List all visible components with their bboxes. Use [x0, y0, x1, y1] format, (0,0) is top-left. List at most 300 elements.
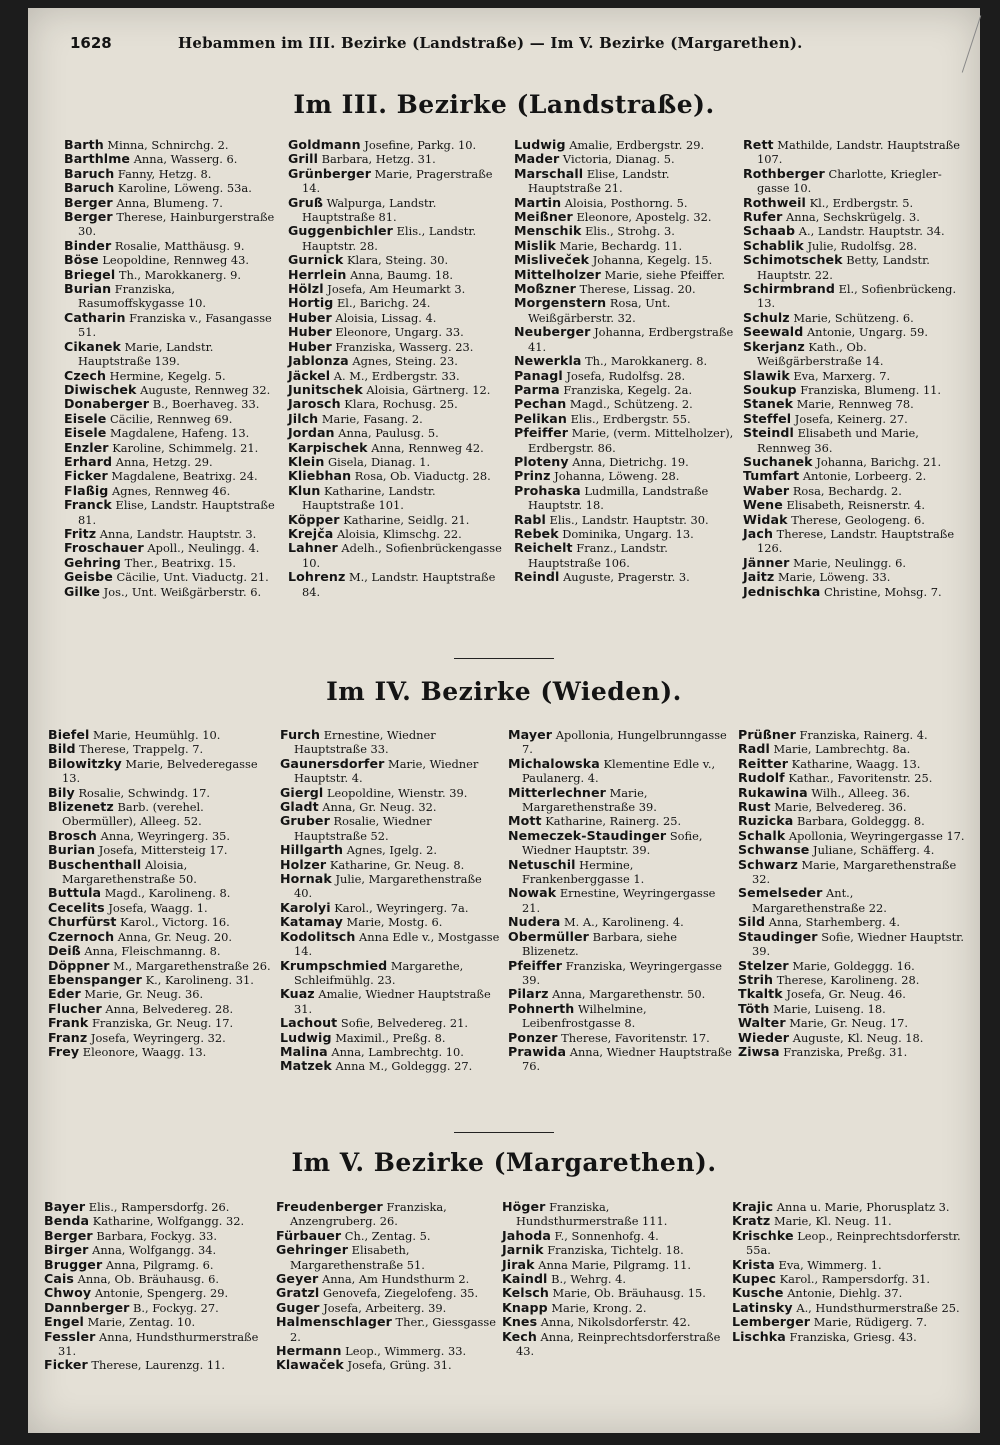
- directory-entry: [48, 728, 274, 742]
- entry-surname: Rebek: [514, 525, 559, 541]
- directory-entry: [738, 930, 966, 959]
- entry-surname: Lohrenz: [288, 569, 346, 585]
- directory-entry: [743, 469, 965, 483]
- entry-details: Elisabeth und Marie, Rennweg 36.: [757, 426, 919, 455]
- directory-entry: [514, 268, 734, 282]
- directory-entry: [508, 1031, 732, 1045]
- entry-details: Karoline, Schimmelg. 21.: [108, 440, 259, 455]
- entry-details: Marie, Goldeggg. 16.: [788, 958, 915, 973]
- entry-details: Therese, Trappelg. 7.: [75, 742, 204, 757]
- entry-details: Marie, Zentag. 10.: [83, 1315, 196, 1330]
- entry-details: A. M., Erdbergstr. 33.: [330, 368, 460, 383]
- entry-details: Marie, Wiedner Hauptstr. 4.: [294, 756, 479, 786]
- entry-surname: Gehringer: [276, 1242, 349, 1258]
- directory-entry: [743, 455, 965, 469]
- directory-entry: [288, 354, 506, 368]
- entry-surname: Brugger: [44, 1256, 103, 1272]
- entry-surname: Franz: [48, 1029, 88, 1045]
- directory-entry: [743, 484, 965, 498]
- entry-surname: Mitterlechner: [508, 784, 606, 800]
- directory-entry: [64, 585, 280, 599]
- entry-surname: Krajic: [732, 1199, 774, 1214]
- entry-details: M. A., Karolineng. 4.: [560, 915, 684, 930]
- entry-surname: Gratzl: [276, 1285, 320, 1301]
- directory-entry: [288, 167, 506, 196]
- running-header: [58, 36, 958, 58]
- entry-surname: Rett: [743, 137, 774, 152]
- entry-details: Anna, Baumg. 18.: [346, 267, 453, 282]
- entry-surname: Semelseder: [738, 885, 823, 901]
- directory-entry: [280, 728, 502, 757]
- directory-entry: [48, 915, 274, 929]
- entry-details: Eleonore, Waagg. 13.: [79, 1044, 207, 1059]
- directory-entry: [514, 253, 734, 267]
- entry-surname: Misliveček: [514, 252, 590, 268]
- entry-details: Therese, Karolineng. 28.: [773, 972, 920, 987]
- entry-surname: Kupec: [732, 1271, 777, 1287]
- entry-details: Elis., Strohg. 3.: [581, 224, 675, 239]
- entry-surname: Jednischka: [743, 583, 821, 599]
- entry-details: Minna, Schnirchg. 2.: [103, 138, 229, 152]
- entry-details: Anna, Weyringerg. 35.: [97, 828, 231, 843]
- directory-entry: [64, 282, 280, 311]
- entry-surname: Marschall: [514, 165, 584, 181]
- entry-surname: Brosch: [48, 827, 97, 843]
- entry-details: Marie, Landstr. Hauptstraße 139.: [78, 339, 214, 369]
- entry-surname: Enzler: [64, 439, 109, 455]
- entry-details: El., Sofienbrückeng. 13.: [757, 282, 957, 311]
- directory-entry: [514, 570, 734, 584]
- entry-details: Anna, Hetzg. 29.: [112, 454, 213, 469]
- entry-details: Marie, Kl. Neug. 11.: [770, 1214, 892, 1229]
- directory-entry: [732, 1272, 966, 1286]
- directory-entry: [502, 1272, 728, 1286]
- entry-surname: Kaindl: [502, 1271, 548, 1287]
- directory-entry: [502, 1200, 728, 1229]
- entry-details: Anna Marie, Pilgramg. 11.: [534, 1257, 691, 1272]
- directory-entry: [48, 742, 274, 756]
- entry-surname: Dannberger: [44, 1299, 130, 1315]
- directory-entry: [732, 1229, 966, 1258]
- entry-surname: Menschik: [514, 223, 582, 239]
- directory-entry: [64, 253, 280, 267]
- entry-surname: Ponzer: [508, 1029, 558, 1045]
- entry-surname: Gilke: [64, 583, 101, 599]
- entry-details: B., Boerhaveg. 33.: [149, 397, 260, 412]
- entry-details: Anna, Fleischmanng. 8.: [80, 944, 221, 959]
- entry-surname: Rothberger: [743, 165, 825, 181]
- entry-details: Franziska, Kegelg. 2a.: [559, 382, 693, 397]
- entry-details: Franz., Landstr. Hauptstraße 106.: [528, 541, 668, 570]
- directory-entry: [743, 397, 965, 411]
- directory-entry: [288, 541, 506, 570]
- entry-surname: Huber: [288, 309, 332, 325]
- entry-details: Josefa, Weyringerg. 32.: [87, 1030, 226, 1045]
- directory-entry: [44, 1315, 272, 1329]
- directory-entry: [508, 886, 732, 915]
- entry-details: Ernestine, Weyringergasse 21.: [522, 886, 716, 915]
- entry-surname: Prohaska: [514, 482, 581, 498]
- directory-entry: [743, 412, 965, 426]
- entry-details: Eleonore, Ungarg. 33.: [331, 325, 464, 340]
- entry-details: Anna, Dietrichg. 19.: [568, 454, 689, 469]
- directory-entry: [508, 786, 732, 815]
- entry-surname: Mader: [514, 151, 560, 167]
- directory-entry: [276, 1315, 498, 1344]
- entry-surname: Mott: [508, 813, 542, 829]
- entry-surname: Giergl: [280, 784, 324, 800]
- entry-details: Apollonia, Hungelbrunngasse 7.: [522, 728, 727, 757]
- entry-surname: Geyer: [276, 1271, 319, 1287]
- entry-surname: Reindl: [514, 569, 560, 585]
- section-iv-column-2: [280, 728, 502, 1074]
- directory-entry: [732, 1330, 966, 1344]
- directory-entry: [288, 296, 506, 310]
- directory-entry: [280, 915, 502, 929]
- directory-entry: [48, 973, 274, 987]
- entry-surname: Ludwig: [280, 1029, 332, 1045]
- directory-entry: [288, 527, 506, 541]
- directory-entry: [288, 513, 506, 527]
- entry-surname: Rothweil: [743, 194, 806, 210]
- entry-surname: Fessler: [44, 1328, 96, 1344]
- entry-surname: Obermüller: [508, 928, 589, 944]
- entry-details: Marie, Schützeng. 6.: [789, 310, 914, 325]
- entry-surname: Schulz: [743, 309, 790, 325]
- directory-entry: [276, 1344, 498, 1358]
- entry-details: Josefa, Am Heumarkt 3.: [323, 282, 466, 297]
- entry-surname: Gehring: [64, 554, 122, 570]
- directory-entry: [508, 959, 732, 988]
- entry-details: Victoria, Dianag. 5.: [559, 152, 675, 167]
- entry-surname: Strih: [738, 971, 774, 987]
- directory-entry: [738, 1031, 966, 1045]
- entry-surname: Gladt: [280, 799, 319, 815]
- entry-details: Ant., Margarethenstraße 22.: [752, 886, 887, 915]
- entry-surname: Widak: [743, 511, 788, 527]
- entry-details: Cäcilie, Unt. Viaductg. 21.: [112, 570, 269, 585]
- directory-entry: [514, 513, 734, 527]
- entry-surname: Fritz: [64, 525, 97, 541]
- entry-surname: Eisele: [64, 410, 107, 426]
- directory-entry: [280, 1059, 502, 1073]
- entry-surname: Czernoch: [48, 928, 115, 944]
- directory-entry: [732, 1200, 966, 1214]
- entry-surname: Ludwig: [514, 137, 566, 152]
- entry-details: Anna, Pilgramg. 6.: [102, 1257, 214, 1272]
- directory-entry: [276, 1301, 498, 1315]
- entry-surname: Barthlme: [64, 151, 131, 167]
- entry-details: Marie, Gr. Neug. 17.: [785, 1016, 909, 1031]
- entry-surname: Binder: [64, 237, 112, 253]
- entry-surname: Gruß: [288, 194, 323, 210]
- entry-details: Anna, Gr. Neug. 32.: [318, 800, 437, 815]
- directory-entry: [64, 311, 280, 340]
- entry-details: Franziska v., Fasangasse 51.: [78, 310, 272, 340]
- directory-entry: [738, 973, 966, 987]
- entry-surname: Goldmann: [288, 137, 361, 152]
- entry-surname: Meißner: [514, 209, 573, 225]
- entry-details: Barbara, Hetzg. 31.: [318, 152, 436, 167]
- entry-details: Magdalene, Hafeng. 13.: [106, 426, 250, 441]
- entry-details: Auguste, Kl. Neug. 18.: [789, 1030, 924, 1045]
- entry-details: Anna, Belvedereg. 28.: [101, 1001, 234, 1016]
- entry-details: A., Landstr. Hauptstr. 34.: [795, 224, 945, 239]
- directory-entry: [276, 1243, 498, 1272]
- entry-surname: Neuberger: [514, 324, 591, 340]
- entry-details: Barb. (verehel. Obermüller), Alleeg. 52.: [62, 800, 204, 829]
- entry-details: El., Barichg. 24.: [333, 296, 431, 311]
- entry-details: Ther., Giessgasse 2.: [290, 1315, 496, 1344]
- entry-details: Marie, Belvederegasse 13.: [62, 756, 258, 786]
- entry-surname: Ziwsa: [738, 1043, 780, 1059]
- directory-entry: [48, 786, 274, 800]
- entry-details: Barbara, Goldeggg. 8.: [793, 814, 925, 829]
- entry-details: Aloisia, Klimschg. 22.: [333, 526, 462, 541]
- directory-entry: [288, 469, 506, 483]
- entry-details: Franziska, Blumeng. 11.: [796, 382, 942, 397]
- entry-surname: Huber: [288, 324, 332, 340]
- entry-surname: Flaßig: [64, 482, 109, 498]
- entry-details: Leopoldine, Rennweg 43.: [98, 253, 250, 268]
- entry-surname: Kusche: [732, 1285, 784, 1301]
- directory-entry: [743, 239, 965, 253]
- directory-entry: [48, 930, 274, 944]
- entry-details: Marie, Fasang. 2.: [318, 411, 423, 426]
- entry-surname: Guger: [276, 1299, 320, 1315]
- entry-details: Aloisia, Gärtnerg. 12.: [362, 382, 491, 397]
- entry-surname: Mittelholzer: [514, 266, 601, 282]
- directory-entry: [288, 253, 506, 267]
- entry-surname: Hillgarth: [280, 842, 344, 858]
- directory-entry: [48, 944, 274, 958]
- entry-surname: Panagl: [514, 367, 563, 383]
- directory-entry: [508, 1045, 732, 1074]
- directory-entry: [288, 369, 506, 383]
- entry-surname: Matzek: [280, 1058, 332, 1074]
- entry-details: Anna, Wolfgangg. 34.: [88, 1243, 217, 1258]
- directory-entry: [64, 181, 280, 195]
- directory-entry: [288, 282, 506, 296]
- directory-entry: [48, 1016, 274, 1030]
- directory-entry: [280, 814, 502, 843]
- entry-details: Anna, Gr. Neug. 20.: [114, 929, 232, 944]
- directory-entry: [64, 210, 280, 239]
- entry-details: Josefine, Parkg. 10.: [360, 138, 477, 152]
- entry-surname: Newerkla: [514, 353, 582, 369]
- directory-entry: [288, 340, 506, 354]
- entry-details: Elise, Landstr. Hauptstraße 21.: [528, 166, 670, 196]
- entry-surname: Kliebhan: [288, 468, 352, 484]
- directory-entry: [48, 858, 274, 887]
- entry-surname: Halmenschlager: [276, 1314, 392, 1330]
- entry-details: Agnes, Igelg. 2.: [343, 843, 437, 858]
- directory-entry: [280, 872, 502, 901]
- entry-details: Katharine, Landstr. Hauptstraße 101.: [302, 483, 436, 513]
- directory-entry: [44, 1258, 272, 1272]
- entry-details: Eva, Wimmerg. 1.: [774, 1257, 882, 1272]
- entry-details: Anna, Lambrechtg. 10.: [327, 1044, 464, 1059]
- entry-details: Adelh., Sofienbrückengasse 10.: [302, 541, 502, 570]
- entry-details: Maximil., Preßg. 8.: [331, 1030, 446, 1045]
- directory-entry: [288, 383, 506, 397]
- entry-surname: Pilarz: [508, 986, 549, 1002]
- entry-details: Marie, (verm. Mittelholzer), Erdbergstr. 86.: [528, 426, 734, 455]
- entry-details: Franziska, Wasserg. 23.: [331, 339, 474, 354]
- entry-surname: Pfeiffer: [514, 425, 569, 441]
- entry-surname: Ploteny: [514, 453, 569, 469]
- directory-entry: [48, 800, 274, 829]
- entry-surname: Walter: [738, 1015, 786, 1031]
- entry-surname: Wieder: [738, 1029, 790, 1045]
- directory-entry: [514, 369, 734, 383]
- entry-surname: Rust: [738, 799, 771, 815]
- entry-details: Anna Edle v., Mostgasse 14.: [294, 929, 500, 959]
- entry-details: Franziska, Hundsthurmerstraße 111.: [516, 1200, 668, 1229]
- entry-surname: Höger: [502, 1199, 546, 1214]
- directory-entry: [64, 138, 280, 152]
- entry-surname: Gurnick: [288, 252, 344, 268]
- entry-surname: Parma: [514, 381, 560, 397]
- directory-entry: [743, 253, 965, 282]
- entry-details: Elise, Landstr. Hauptstraße 81.: [78, 498, 275, 527]
- entry-surname: Schaab: [743, 223, 796, 239]
- entry-details: Amalie, Wiedner Hauptstraße 31.: [294, 987, 491, 1016]
- directory-entry: [514, 455, 734, 469]
- entry-details: Margarethe, Schleifmühlg. 23.: [294, 958, 464, 987]
- entry-details: Ther., Beatrixg. 15.: [121, 555, 237, 570]
- entry-surname: Schirmbrand: [743, 281, 835, 297]
- entry-details: Katharine, Waagg. 13.: [788, 756, 921, 771]
- directory-entry: [502, 1229, 728, 1243]
- entry-surname: Bayer: [44, 1199, 86, 1214]
- directory-page: [28, 8, 980, 1433]
- directory-entry: [44, 1330, 272, 1359]
- entry-surname: Bild: [48, 741, 76, 757]
- entry-details: Katharine, Seidlg. 21.: [339, 512, 470, 527]
- entry-details: Ernestine, Wiedner Hauptstraße 33.: [294, 728, 436, 757]
- entry-surname: Freudenberger: [276, 1199, 383, 1214]
- entry-details: Marie, Löweng. 33.: [774, 570, 891, 585]
- directory-entry: [280, 1016, 502, 1030]
- directory-entry: [44, 1272, 272, 1286]
- section-v-column-4: [732, 1200, 966, 1344]
- entry-surname: Bilowitzky: [48, 755, 122, 771]
- entry-details: Anna, Wiedner Hauptstraße 76.: [522, 1044, 732, 1074]
- directory-entry: [64, 152, 280, 166]
- entry-surname: Engel: [44, 1314, 84, 1330]
- section-rule-2: [454, 1132, 554, 1133]
- entry-details: Antonie, Spengerg. 29.: [91, 1286, 229, 1301]
- directory-entry: [280, 930, 502, 959]
- entry-details: Anna, Landstr. Hauptstr. 3.: [96, 526, 257, 541]
- entry-surname: Stelzer: [738, 957, 789, 973]
- entry-surname: Blizenetz: [48, 799, 114, 815]
- directory-entry: [738, 757, 966, 771]
- section-heading-v: Im V. Bezirke (Margarethen).: [291, 1148, 717, 1177]
- entry-details: Walpurga, Landstr. Hauptstraße 81.: [302, 195, 437, 225]
- entry-surname: Berger: [64, 209, 113, 225]
- entry-surname: Rufer: [743, 209, 783, 225]
- entry-surname: Frey: [48, 1043, 80, 1059]
- entry-details: Franziska, Anzengruberg. 26.: [290, 1200, 447, 1229]
- entry-details: Franziska, Preßg. 31.: [779, 1044, 908, 1059]
- entry-details: Marie, Luiseng. 18.: [769, 1001, 886, 1016]
- section-iii-column-4: [743, 138, 965, 599]
- entry-surname: Jarnik: [502, 1242, 544, 1258]
- running-title: Hebammen im III. Bezirke (Landstraße) — Im V. Bezirke (Margarethen).: [178, 34, 803, 52]
- entry-surname: Knes: [502, 1314, 538, 1330]
- entry-surname: Seewald: [743, 324, 804, 340]
- entry-surname: Schalk: [738, 827, 786, 843]
- entry-details: Ch., Zentag. 5.: [341, 1228, 431, 1243]
- entry-surname: Suchanek: [743, 453, 813, 469]
- directory-entry: [514, 397, 734, 411]
- entry-details: Rosa, Bechardg. 2.: [789, 483, 902, 498]
- directory-entry: [738, 771, 966, 785]
- directory-entry: [738, 786, 966, 800]
- directory-entry: [280, 1031, 502, 1045]
- entry-details: Marie, Margarethenstraße 39.: [522, 785, 657, 815]
- entry-surname: Töth: [738, 1000, 770, 1016]
- directory-entry: [514, 412, 734, 426]
- directory-entry: [743, 426, 965, 455]
- entry-details: Charlotte, Kriegler-gasse 10.: [757, 166, 942, 196]
- entry-details: Marie, Margarethenstraße 32.: [752, 857, 957, 887]
- directory-entry: [743, 369, 965, 383]
- entry-details: Eva, Marxerg. 7.: [789, 368, 891, 383]
- directory-entry: [743, 383, 965, 397]
- entry-details: Marie, Gr. Neug. 36.: [80, 987, 204, 1002]
- entry-details: Klara, Steing. 30.: [343, 253, 449, 268]
- directory-entry: [44, 1214, 272, 1228]
- directory-entry: [508, 1002, 732, 1031]
- entry-details: Marie, Neulingg. 6.: [789, 555, 906, 570]
- entry-details: Katharine, Rainerg. 25.: [541, 814, 682, 829]
- entry-details: Christine, Mohsg. 7.: [820, 584, 942, 599]
- entry-details: B., Fockyg. 27.: [129, 1300, 219, 1315]
- entry-surname: Frank: [48, 1015, 89, 1031]
- entry-details: Apoll., Neulingg. 4.: [143, 541, 260, 556]
- entry-details: Anna, Ob. Bräuhausg. 6.: [73, 1272, 220, 1287]
- entry-surname: Ebenspanger: [48, 971, 142, 987]
- entry-surname: Jahoda: [502, 1227, 551, 1243]
- entry-surname: Schablik: [743, 237, 804, 253]
- entry-surname: Krista: [732, 1256, 775, 1272]
- entry-details: Therese, Lissag. 20.: [576, 282, 696, 297]
- entry-details: Wilhelmine, Leibenfrostgasse 8.: [522, 1001, 647, 1031]
- directory-entry: [743, 498, 965, 512]
- entry-surname: Tkaltk: [738, 986, 783, 1002]
- directory-entry: [743, 340, 965, 369]
- directory-entry: [738, 829, 966, 843]
- directory-entry: [508, 915, 732, 929]
- directory-entry: [738, 1002, 966, 1016]
- directory-entry: [502, 1243, 728, 1257]
- entry-details: Anna, Nikolsdorferstr. 42.: [537, 1315, 691, 1330]
- directory-entry: [514, 469, 734, 483]
- entry-surname: Krumpschmied: [280, 957, 388, 973]
- entry-details: Elisabeth, Reisnerstr. 4.: [782, 498, 925, 513]
- entry-surname: Soukup: [743, 381, 797, 397]
- directory-entry: [514, 484, 734, 513]
- entry-details: Josefa, Waagg. 1.: [104, 900, 208, 915]
- entry-surname: Franck: [64, 497, 112, 513]
- directory-entry: [508, 728, 732, 757]
- entry-surname: Huber: [288, 338, 332, 354]
- directory-entry: [64, 484, 280, 498]
- entry-surname: Schwanse: [738, 842, 810, 858]
